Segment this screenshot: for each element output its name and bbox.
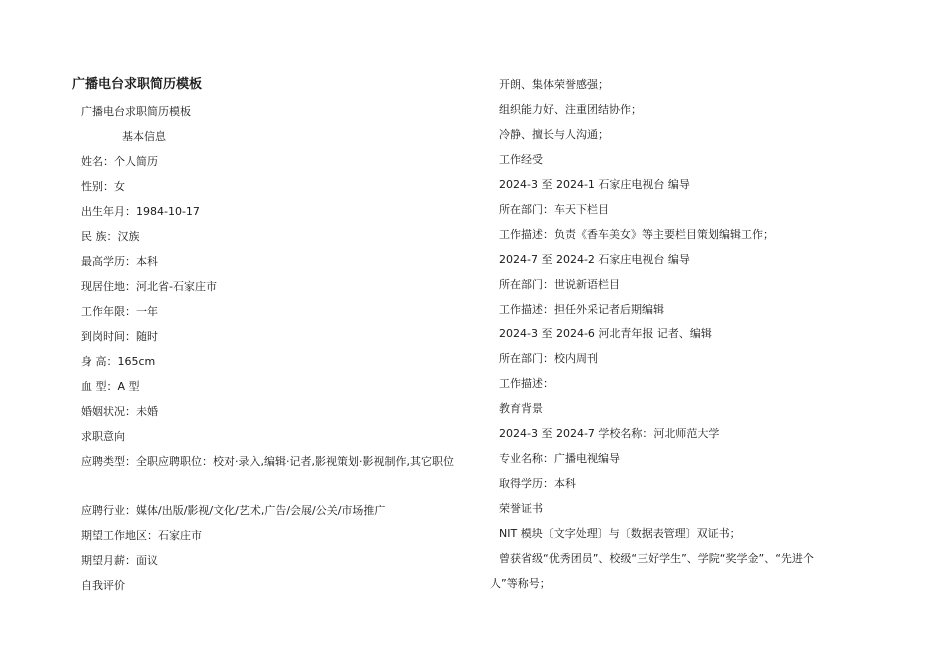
field-height: 身 高：165cm xyxy=(81,355,156,368)
field-industry: 应聘行业：媒体/出版/影视/文化/艺术,广告/会展/公关/市场推广 xyxy=(81,504,386,517)
field-education: 最高学历：本科 xyxy=(81,255,158,268)
experience-heading: 工作经受 xyxy=(499,153,543,166)
honors-line-1: 曾获省级“优秀团员”、校级“三好学生”、学院“奖学金”、“先进个 xyxy=(499,552,814,565)
field-job-type: 应聘类型：全职应聘职位：校对·录入,编辑·记者,影视策划·影视制作,其它职位 xyxy=(81,455,454,468)
field-name: 姓名：个人简历 xyxy=(81,155,158,168)
certificate: NIT 模块〔文字处理〕与〔数据表管理〕双证书； xyxy=(499,527,741,540)
major: 专业名称：广播电视编导 xyxy=(499,452,620,465)
field-gender: 性别：女 xyxy=(81,180,125,193)
awards-heading: 荣誉证书 xyxy=(499,502,543,515)
self-eval-heading: 自我评价 xyxy=(81,579,125,592)
subtitle: 广播电台求职简历模板 xyxy=(81,105,191,118)
field-birth: 出生年月：1984-10-17 xyxy=(81,205,200,218)
education-heading: 教育背景 xyxy=(499,402,543,415)
school: 2024-3 至 2024-7 学校名称：河北师范大学 xyxy=(499,427,720,440)
page-title: 广播电台求职简历模板 xyxy=(72,77,203,92)
job-2-title: 2024-7 至 2024-2 石家庄电视台 编导 xyxy=(499,253,690,266)
degree: 取得学历：本科 xyxy=(499,477,576,490)
job-1-desc: 工作描述：负责《香车美女》等主要栏目策划编辑工作； xyxy=(499,228,774,241)
field-marital-status: 婚姻状况：未婚 xyxy=(81,405,158,418)
job-3-desc: 工作描述： xyxy=(499,377,554,390)
intention-heading: 求职意向 xyxy=(81,430,125,443)
job-1-title: 2024-3 至 2024-1 石家庄电视台 编导 xyxy=(499,178,690,191)
job-2-desc: 工作描述：担任外采记者后期编辑 xyxy=(499,303,664,316)
field-residence: 现居住地：河北省-石家庄市 xyxy=(81,280,217,293)
job-2-dept: 所在部门：世说新语栏目 xyxy=(499,278,620,291)
job-1-dept: 所在部门：车天下栏目 xyxy=(499,203,609,216)
field-salary: 期望月薪：面议 xyxy=(81,554,158,567)
field-availability: 到岗时间：随时 xyxy=(81,330,158,343)
field-work-years: 工作年限：一年 xyxy=(81,305,158,318)
trait-1: 开朗、集体荣誉感强； xyxy=(499,78,609,91)
trait-2: 组织能力好、注重团结协作； xyxy=(499,103,642,116)
honors-line-2: 人”等称号； xyxy=(490,577,551,590)
field-location: 期望工作地区：石家庄市 xyxy=(81,529,202,542)
field-ethnicity: 民 族：汉族 xyxy=(81,230,140,243)
basic-info-heading: 基本信息 xyxy=(122,130,166,143)
field-blood-type: 血 型：A 型 xyxy=(81,380,140,393)
trait-3: 冷静、擅长与人沟通； xyxy=(499,128,609,141)
job-3-title: 2024-3 至 2024-6 河北青年报 记者、编辑 xyxy=(499,327,712,340)
job-3-dept: 所在部门：校内周刊 xyxy=(499,352,598,365)
